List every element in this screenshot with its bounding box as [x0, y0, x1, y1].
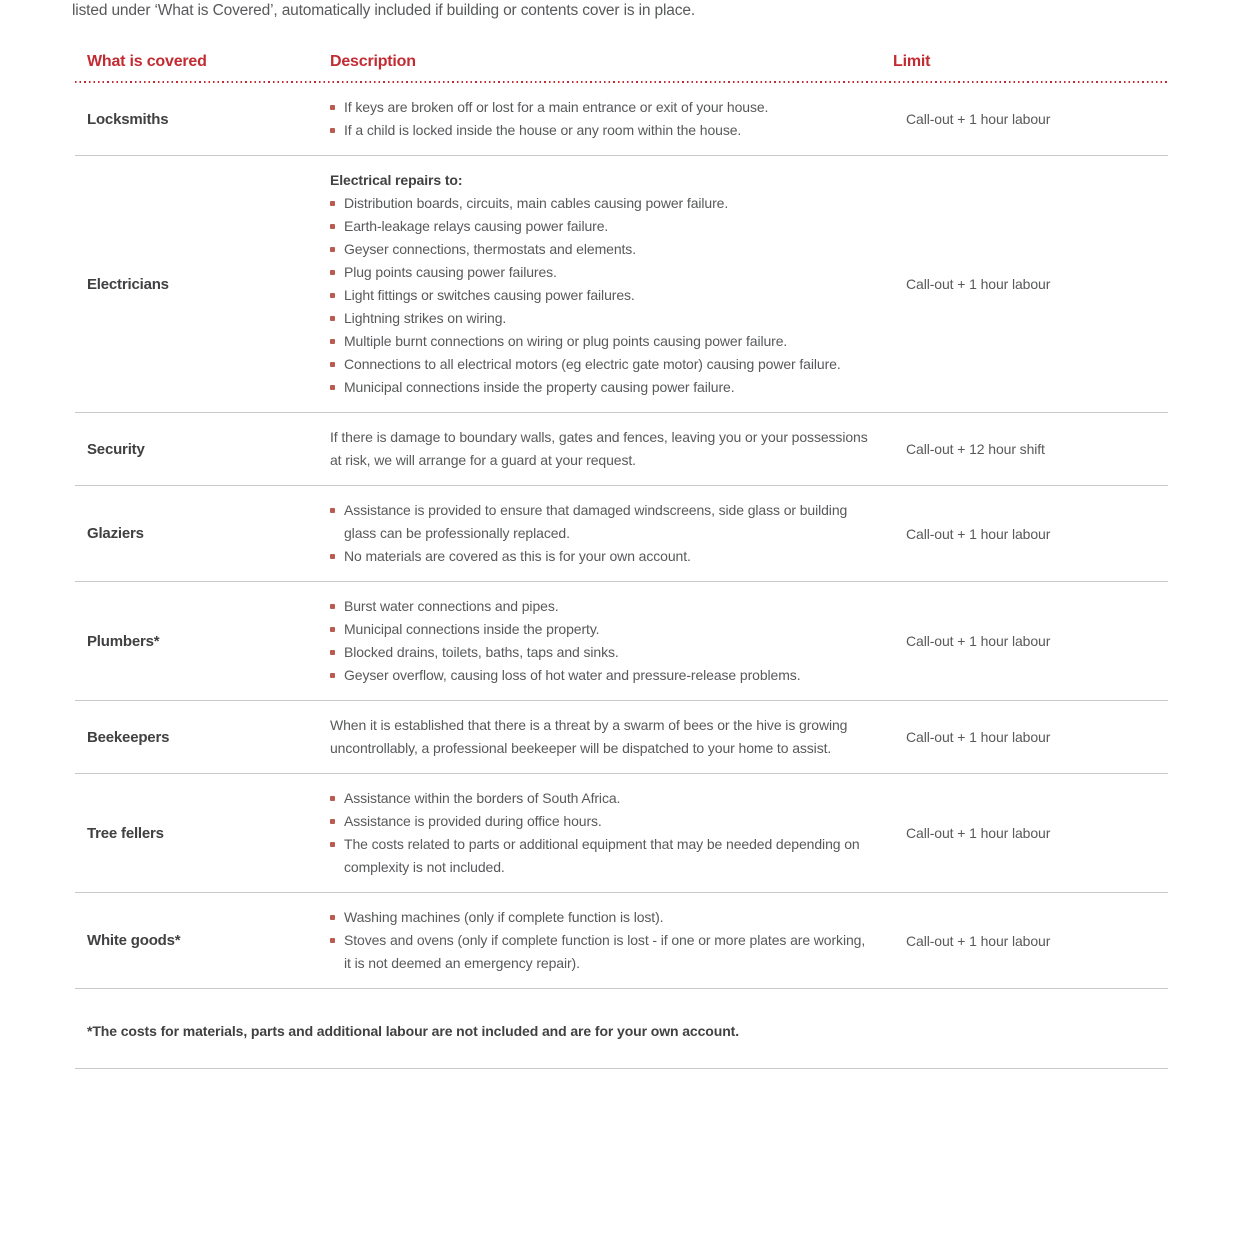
bullet-item	[330, 119, 870, 142]
table-row	[75, 701, 1168, 774]
header-limit: Limit	[893, 53, 931, 70]
bullet-icon	[330, 385, 335, 390]
bullet-icon	[330, 796, 335, 801]
category-label: White goods*	[87, 932, 181, 949]
description-cell	[330, 582, 870, 700]
limit-value: Call-out + 1 hour labour	[906, 111, 1051, 127]
description-cell	[330, 486, 870, 581]
table-row	[75, 774, 1168, 893]
bullet-text: Assistance is provided to ensure that damaged windscreens, side glass or building glass can be professionally replaced.	[344, 502, 848, 541]
bullet-text: The costs related to parts or additional equipment that may be needed depending on complexity is not included.	[344, 836, 860, 875]
bullet-icon	[330, 247, 335, 252]
category-label: Plumbers*	[87, 632, 160, 650]
bullet-item	[330, 595, 870, 618]
bullet-text: If a child is locked inside the house or any room within the house.	[344, 122, 742, 138]
bullet-item	[330, 787, 870, 810]
bullet-item	[330, 284, 870, 307]
footnote: *The costs for materials, parts and additional labour are not included and are for your own account.	[75, 989, 1168, 1069]
bullet-text: No materials are covered as this is for your own account.	[344, 548, 691, 564]
table-row	[75, 582, 1168, 701]
bullet-item	[330, 192, 870, 215]
bullet-text: Geyser overflow, causing loss of hot water and pressure-release problems.	[344, 667, 801, 683]
bullet-item	[330, 929, 870, 975]
bullet-item	[330, 664, 870, 687]
bullet-item	[330, 906, 870, 929]
bullet-icon	[330, 339, 335, 344]
bullet-text: Assistance within the borders of South Africa.	[344, 790, 621, 806]
bullet-text: Municipal connections inside the property.	[344, 621, 600, 637]
intro-paragraph: listed under ‘What is Covered’, automatically included if building or contents cover is in place.	[72, 2, 695, 19]
category-label: Glaziers	[87, 525, 144, 542]
limit-value: Call-out + 1 hour labour	[906, 633, 1051, 649]
bullet-text: Distribution boards, circuits, main cables causing power failure.	[344, 195, 729, 211]
table-row	[75, 413, 1168, 486]
bullet-text: Earth-leakage relays causing power failure.	[344, 218, 609, 234]
header-description: Description	[330, 53, 416, 70]
bullet-text: Plug points causing power failures.	[344, 264, 557, 280]
description-cell	[330, 156, 870, 412]
bullet-item	[330, 307, 870, 330]
bullet-text: Blocked drains, toilets, baths, taps and sinks.	[344, 644, 619, 660]
bullet-item	[330, 238, 870, 261]
bullet-icon	[330, 604, 335, 609]
bullet-item	[330, 353, 870, 376]
bullet-item	[330, 545, 870, 568]
bullet-text: Stoves and ovens (only if complete function is lost - if one or more plates are working, it is not deemed an emergency repair).	[344, 932, 866, 971]
bullet-icon	[330, 316, 335, 321]
category-label: Locksmiths	[87, 110, 169, 128]
bullet-text: Light fittings or switches causing power failures.	[344, 287, 635, 303]
bullet-icon	[330, 915, 335, 920]
bullet-icon	[330, 362, 335, 367]
description-cell	[330, 413, 870, 485]
bullet-item	[330, 833, 870, 879]
description-lead: Electrical repairs to:	[330, 172, 463, 188]
bullet-icon	[330, 105, 335, 110]
bullet-icon	[330, 508, 335, 513]
bullet-item	[330, 261, 870, 284]
bullet-icon	[330, 201, 335, 206]
bullet-item	[330, 376, 870, 399]
bullet-text: Multiple burnt connections on wiring or plug points causing power failure.	[344, 333, 788, 349]
limit-value: Call-out + 1 hour labour	[906, 729, 1051, 745]
description-paragraph: When it is established that there is a threat by a swarm of bees or the hive is growing uncontrollably, a professional beekeeper will be dispatched to your home to assist.	[330, 717, 848, 756]
bullet-text: Connections to all electrical motors (eg electric gate motor) causing power failure.	[344, 356, 841, 372]
bullet-text: Assistance is provided during office hours.	[344, 813, 602, 829]
bullet-text: Geyser connections, thermostats and elements.	[344, 241, 636, 257]
bullet-icon	[330, 554, 335, 559]
bullet-icon	[330, 224, 335, 229]
bullet-item	[330, 810, 870, 833]
bullet-item	[330, 618, 870, 641]
bullet-text: Municipal connections inside the property causing power failure.	[344, 379, 735, 395]
bullet-icon	[330, 293, 335, 298]
coverage-table	[75, 52, 1168, 1069]
bullet-icon	[330, 128, 335, 133]
bullet-icon	[330, 650, 335, 655]
description-cell	[330, 774, 870, 892]
table-row	[75, 156, 1168, 413]
bullet-item	[330, 330, 870, 353]
table-row	[75, 893, 1168, 989]
bullet-item	[330, 215, 870, 238]
table-row	[75, 83, 1168, 156]
description-cell	[330, 83, 870, 155]
category-label: Beekeepers	[87, 728, 170, 746]
bullet-icon	[330, 673, 335, 678]
limit-value: Call-out + 1 hour labour	[906, 525, 1051, 542]
description-cell	[330, 701, 870, 773]
category-label: Tree fellers	[87, 824, 164, 842]
description-cell	[330, 893, 870, 988]
description-paragraph: If there is damage to boundary walls, gates and fences, leaving you or your possessions at risk, we will arrange for a guard at your request.	[330, 429, 868, 468]
bullet-icon	[330, 819, 335, 824]
bullet-text: Burst water connections and pipes.	[344, 598, 559, 614]
limit-value: Call-out + 1 hour labour	[906, 825, 1051, 841]
limit-value: Call-out + 1 hour labour	[906, 276, 1051, 292]
bullet-icon	[330, 627, 335, 632]
table-header-row	[75, 52, 1168, 81]
bullet-icon	[330, 842, 335, 847]
category-label: Electricians	[87, 275, 169, 293]
category-label: Security	[87, 440, 145, 458]
bullet-item	[330, 641, 870, 664]
table-body	[75, 83, 1168, 989]
bullet-item	[330, 96, 870, 119]
bullet-text: Washing machines (only if complete function is lost).	[344, 909, 664, 925]
bullet-icon	[330, 270, 335, 275]
header-what-is-covered: What is covered	[87, 53, 207, 70]
bullet-icon	[330, 938, 335, 943]
limit-value: Call-out + 1 hour labour	[906, 932, 1051, 949]
limit-value: Call-out + 12 hour shift	[906, 441, 1045, 457]
table-row	[75, 486, 1168, 582]
bullet-text: Lightning strikes on wiring.	[344, 310, 507, 326]
bullet-text: If keys are broken off or lost for a main entrance or exit of your house.	[344, 99, 769, 115]
bullet-item	[330, 499, 870, 545]
